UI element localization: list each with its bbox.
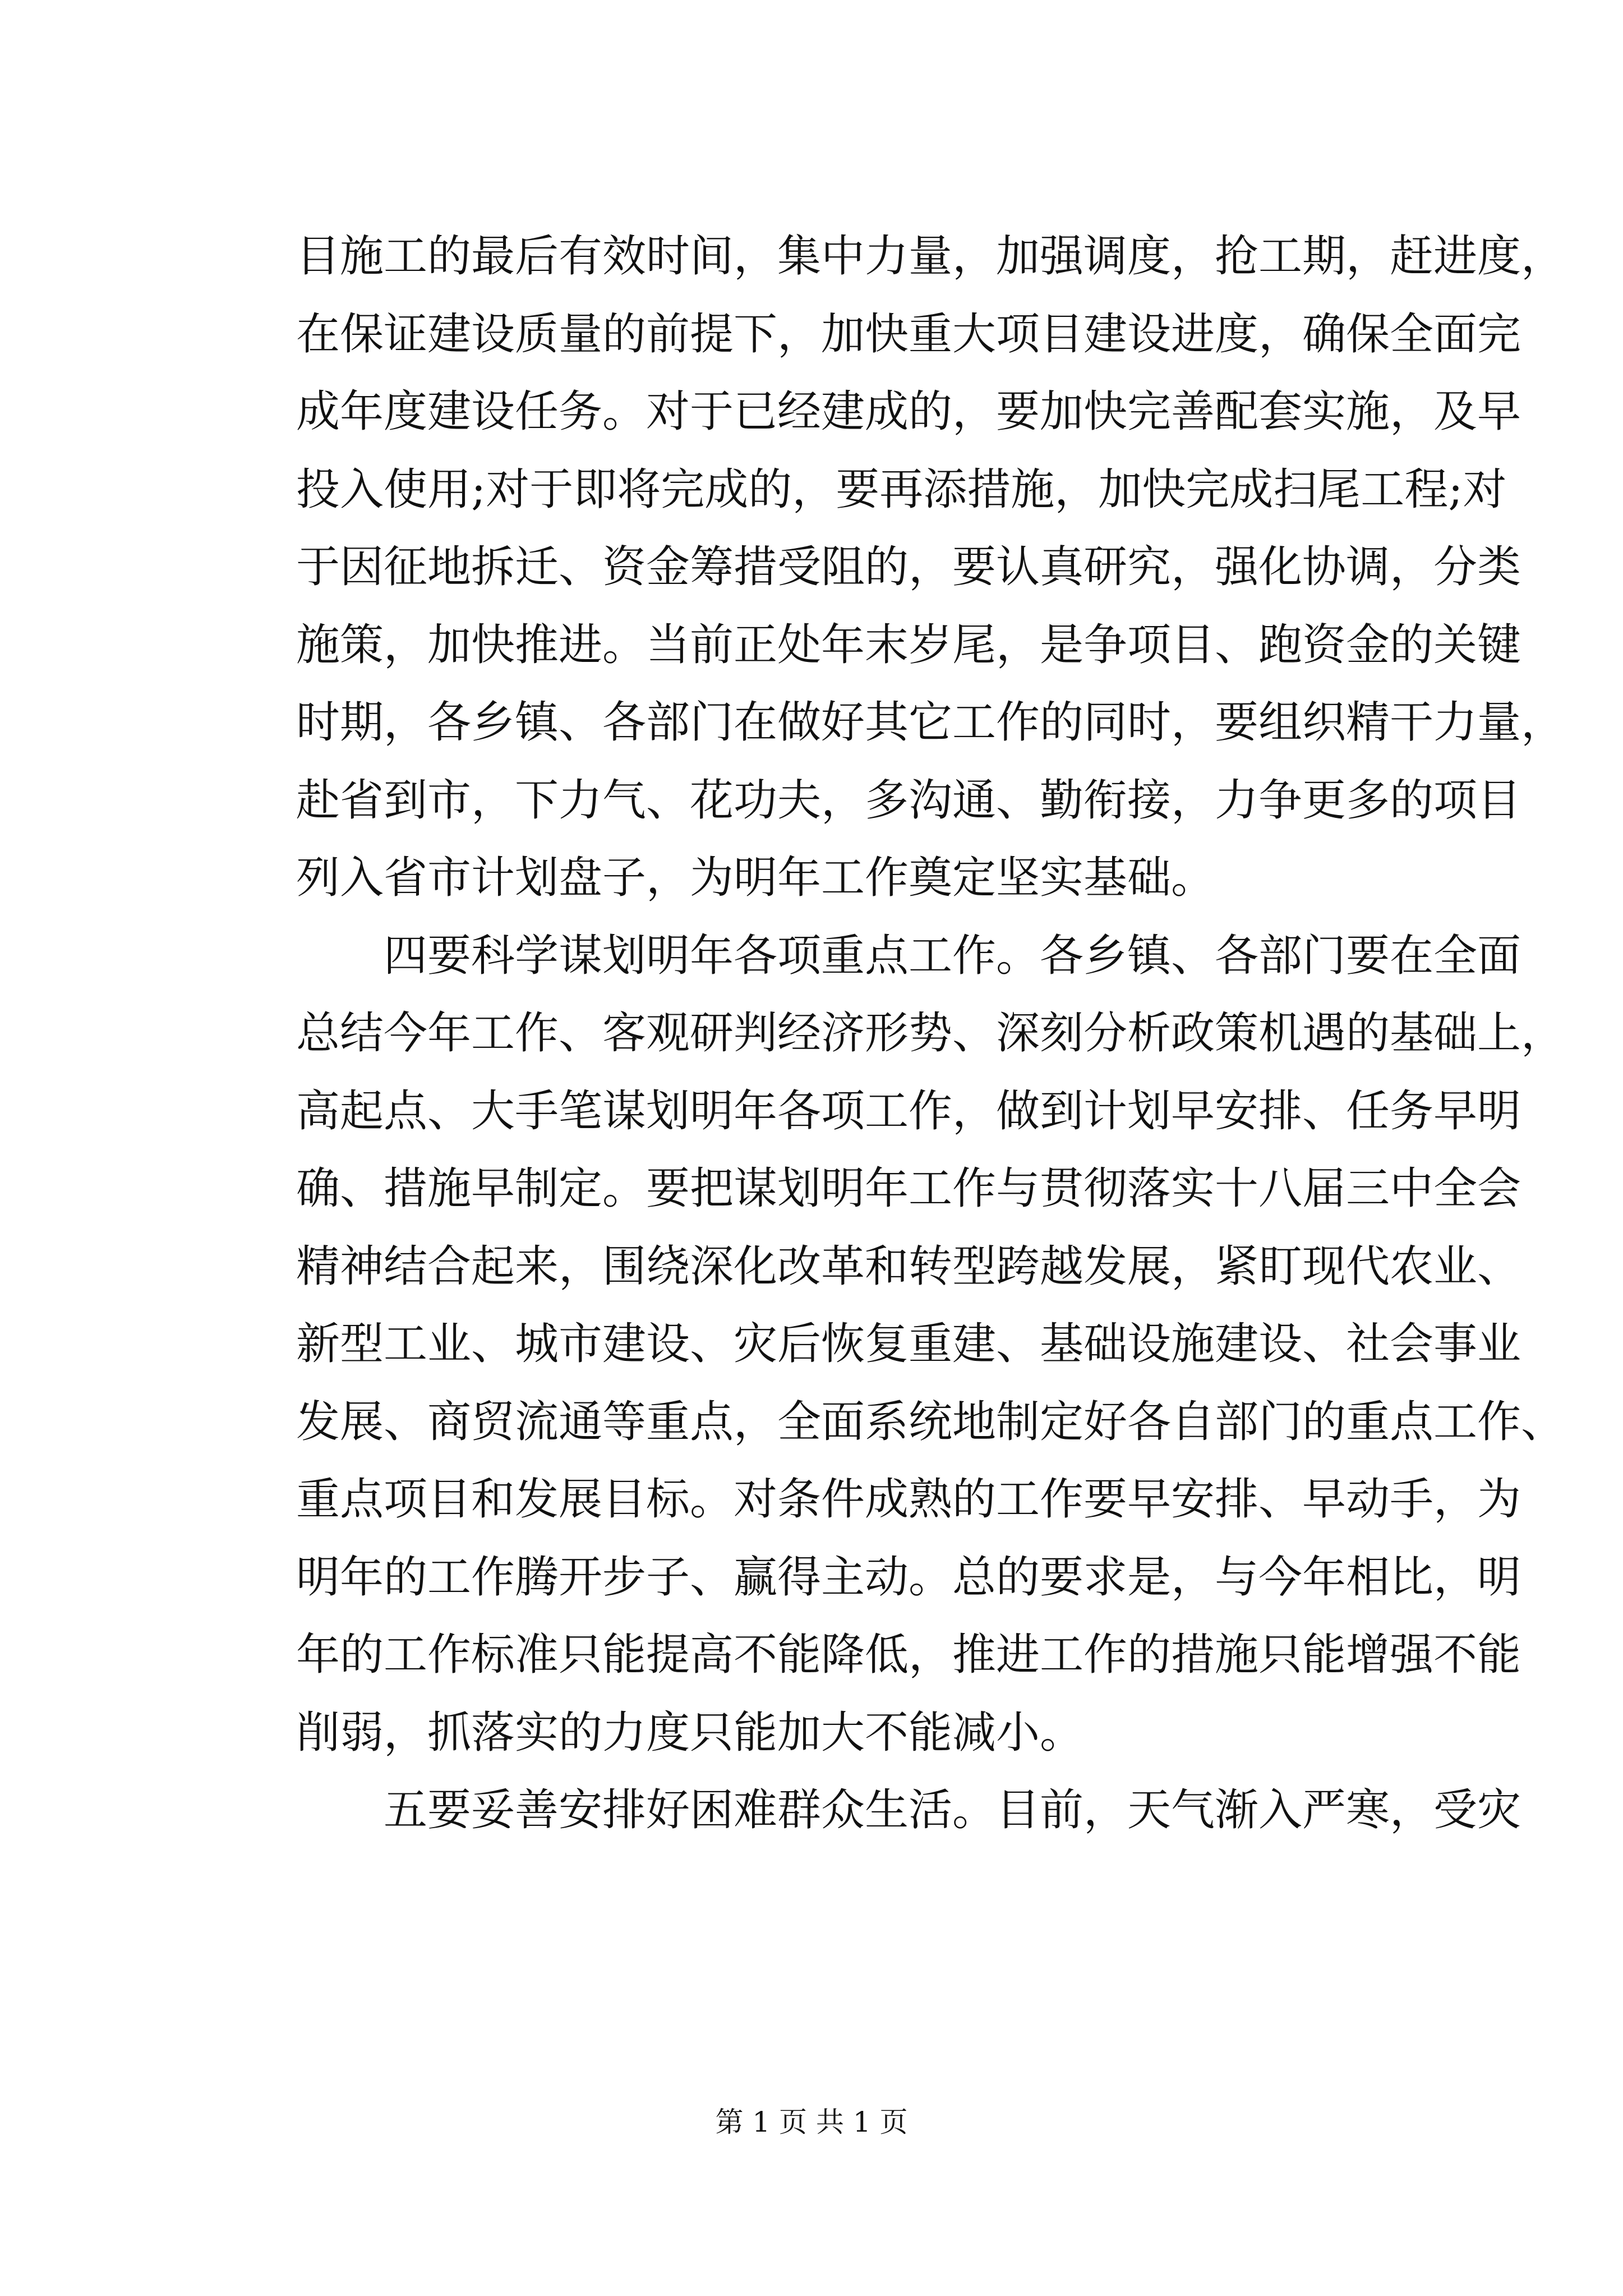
text-line: 新型工业、城市建设、灾后恢复重建、基础设施建设、社会事业	[296, 1319, 1521, 1369]
text-line: 时期，各乡镇、各部门在做好其它工作的同时，要组织精干力量，	[296, 697, 1565, 748]
text-line: 确、措施早制定。要把谋划明年工作与贯彻落实十八届三中全会	[296, 1163, 1521, 1214]
page-footer: 第 1 页 共 1 页	[715, 2106, 908, 2138]
text-line: 成年度建设任务。对于已经建成的，要加快完善配套实施，及早	[296, 386, 1521, 437]
text-line: 精神结合起来，围绕深化改革和转型跨越发展，紧盯现代农业、	[296, 1241, 1521, 1292]
text-line: 重点项目和发展目标。对条件成熟的工作要早安排、早动手，为	[296, 1474, 1521, 1525]
text-line: 赴省到市，下力气、花功夫，多沟通、勤衔接，力争更多的项目	[296, 775, 1521, 826]
text-line: 目施工的最后有效时间，集中力量，加强调度，抢工期，赶进度，	[296, 231, 1565, 282]
paragraph-start-line: 五要妥善安排好困难群众生活。目前，天气渐入严寒，受灾	[296, 1785, 1521, 1835]
body-text	[296, 218, 1565, 1849]
paragraph-start-line: 四要科学谋划明年各项重点工作。各乡镇、各部门要在全面	[296, 930, 1521, 981]
text-line: 发展、商贸流通等重点，全面系统地制定好各自部门的重点工作、	[296, 1396, 1565, 1447]
text-line: 年的工作标准只能提高不能降低，推进工作的措施只能增强不能	[296, 1630, 1521, 1680]
text-line: 列入省市计划盘子，为明年工作奠定坚实基础。	[296, 853, 1215, 903]
text-line: 投入使用;对于即将完成的，要再添措施，加快完成扫尾工程;对	[296, 464, 1507, 515]
text-line: 施策，加快推进。当前正处年末岁尾，是争项目、跑资金的关键	[296, 619, 1521, 670]
text-line: 高起点、大手笔谋划明年各项工作，做到计划早安排、任务早明	[296, 1085, 1521, 1137]
text-line: 总结今年工作、客观研判经济形势、深刻分析政策机遇的基础上，	[296, 1008, 1565, 1059]
text-line: 于因征地拆迁、资金筹措受阻的，要认真研究，强化协调，分类	[296, 542, 1521, 592]
text-line: 明年的工作腾开步子、赢得主动。总的要求是，与今年相比，明	[296, 1552, 1521, 1603]
text-line: 削弱，抓落实的力度只能加大不能减小。	[296, 1707, 1084, 1758]
text-line: 在保证建设质量的前提下，加快重大项目建设进度，确保全面完	[296, 309, 1521, 360]
